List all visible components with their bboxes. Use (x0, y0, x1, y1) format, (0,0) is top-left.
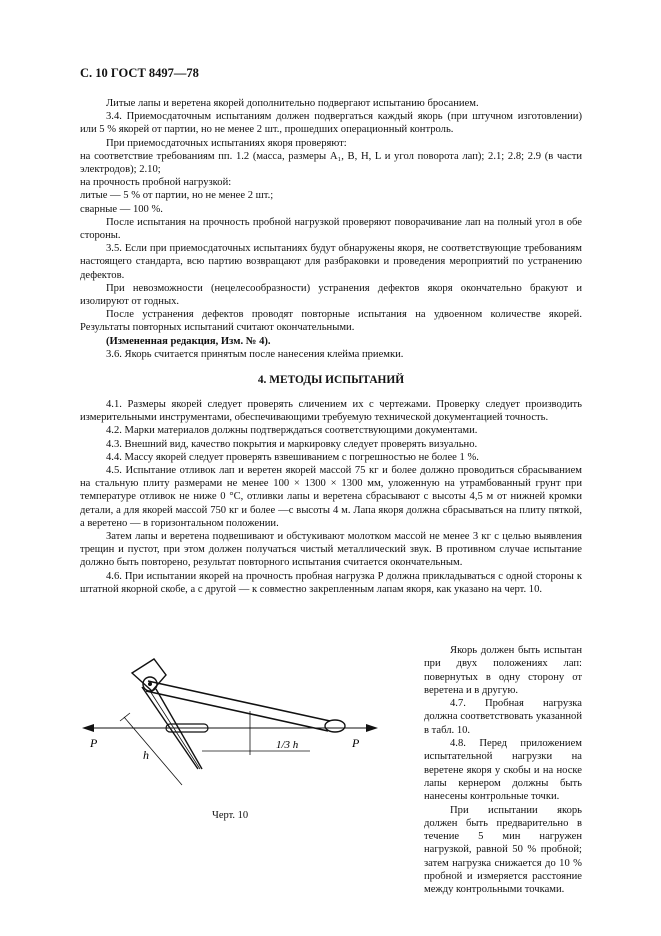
label-p-right: P (352, 736, 360, 750)
paragraph: Литые лапы и веретена якорей дополнительно подвергают испытанию бросанием. (106, 98, 479, 109)
shank-edge-top (148, 681, 330, 721)
arrow-left-icon (82, 724, 94, 732)
paragraph: на соответствие требованиям пп. 1.2 (масса, размеры A₁, B, H, L и угол поворота лап); 2.1; 2.8; 2.9 (в части электродов); 2.10; (80, 150, 582, 176)
page-header: С. 10 ГОСТ 8497—78 (80, 66, 199, 80)
paragraph: 3.5. Если при приемосдаточных испытаниях будут обнаружены якоря, не соответствующие требованиям настоящего стандарта, всю партию возвращают для разбраковки и проведения мероприятий по устранению дефектов. (80, 243, 582, 281)
paragraph: 3.4. Приемосдаточным испытаниям должен подвергаться каждый якорь (при штучном изготовлении) или 5 % якорей от партии, но не менее 2 шт., прошедших операционный контроль. (80, 111, 582, 136)
paragraph: После испытания на прочность пробной нагрузкой проверяют поворачивание лап на полный угол в обе стороны. (80, 216, 582, 242)
paragraph: (Измененная редакция, Изм. № 4). (106, 335, 271, 347)
text-block-section-4 (80, 398, 582, 596)
label-h: h (143, 748, 149, 762)
paragraph: 4.4. Массу якорей следует проверять взвешиванием с погрешностью не более 1 %. (106, 451, 479, 463)
arrow-right-icon (366, 724, 378, 732)
label-third-h: 1/3 h (276, 739, 299, 751)
label-p-left: P (90, 736, 98, 750)
paragraph: Затем лапы и веретена подвешивают и обстукивают молотком массой не менее 3 кг с целью выявления трещин и пустот, при этом должен получаться чистый металлический звук. В противном случае испытание должно быть повторено, результат повторного испытания считается окончательным. (80, 531, 582, 569)
figure-caption: Черт. 10 (212, 810, 249, 821)
paragraph: 4.8. Перед приложением испытательной нагрузки на веретене якоря у скобы и на носке лапы кернером должны быть нанесены контрольные точки. (424, 738, 582, 803)
section-title: 4. МЕТОДЫ ИСПЫТАНИЙ (257, 374, 405, 386)
text-block-right-column (424, 644, 582, 897)
paragraph: 4.1. Размеры якорей следует проверять сличением их с чертежами. Проверку следует производить измерительными инструментами, обеспечивающими требуемую технической документацией точность. (80, 399, 582, 424)
fluke-head (132, 659, 166, 691)
paragraph: Якорь должен быть испытан при двух положениях лап: повернутых в одну сторону от веретена и в другую. (424, 645, 582, 696)
paragraph: 4.2. Марки материалов должны подтверждаться соответствующими документами. (106, 425, 478, 437)
paragraph: 3.6. Якорь считается принятым после нанесения клейма приемки. (106, 348, 404, 360)
paragraph: При приемосдаточных испытаниях якоря проверяют: (106, 137, 347, 149)
shackle-icon (325, 720, 345, 732)
shank-edge-bottom (146, 691, 328, 731)
paragraph: При испытании якорь должен быть предварительно в течение 5 мин нагружен нагрузкой, равной 50 % пробной; затем нагрузка снижается до 10 % пробной и измеряется расстояние между контрольными точками. (424, 804, 582, 896)
paragraph: 4.6. При испытании якорей на прочность пробная нагрузка P должна прикладываться с одной стороны к штатной якорной скобе, а с другой — к совместно закрепленным лапам якоря, как указано на черт. 10. (80, 570, 582, 595)
paragraph: После устранения дефектов проводят повторные испытания на удвоенном количестве якорей. Результаты повторных испытаний считают окончательными. (80, 309, 582, 334)
anchor-test-diagram (80, 651, 380, 801)
paragraph: на прочность пробной нагрузкой: (80, 177, 232, 189)
text-block-section-3 (80, 97, 582, 361)
paragraph: 4.3. Внешний вид, качество покрытия и маркировку следует проверять визуально. (106, 438, 478, 450)
paragraph: При невозможности (нецелесообразности) устранения дефектов якоря окончательно бракуют и изолируют от годных. (80, 282, 582, 308)
paragraph: литые — 5 % от партии, но не менее 2 шт.; (80, 190, 274, 202)
paragraph: 4.5. Испытание отливок лап и веретен якорей массой 75 кг и более должно проводиться сбрасыванием на стальную плиту размерами не менее 100 × 1300 × 1300 мм, уложенную на утрамбованный грунт при температуре отливок не ниже 0 °С, отливки лапы и веретена сбрасывают с высоты 4,5 м от нижней кромки детали, а для якорей массой 750 кг и более —с высоты 4 м. Лапа якоря должна сбрасываться на плиту пяткой, а веретено — в горизонтальном положении. (80, 465, 582, 529)
paragraph: сварные — 100 %. (80, 203, 163, 215)
paragraph: 4.7. Пробная нагрузка должна соответствовать указанной в табл. 10. (424, 698, 582, 736)
